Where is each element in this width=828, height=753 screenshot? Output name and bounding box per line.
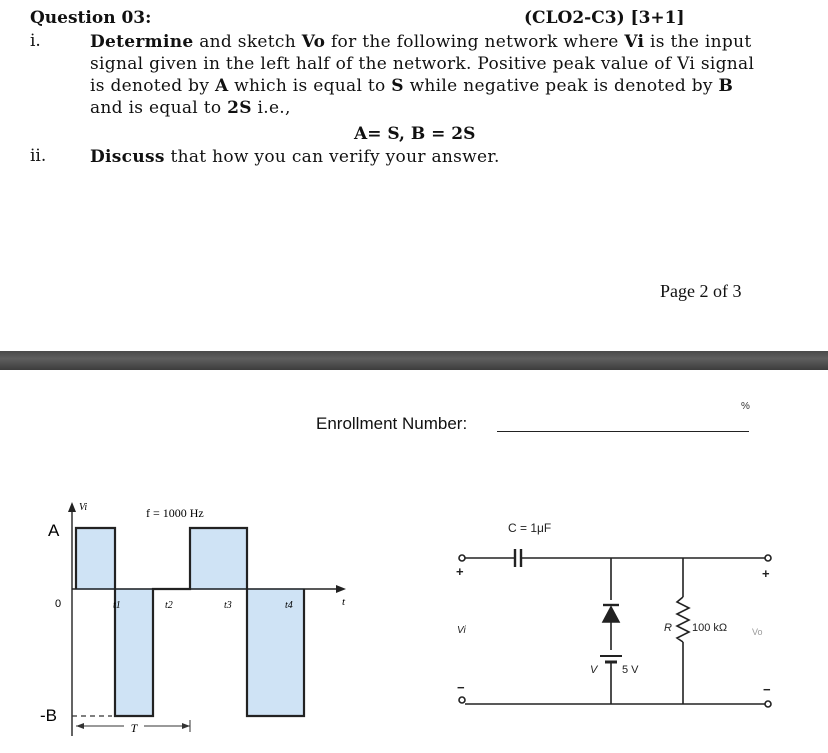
t-axis-label: t xyxy=(342,596,346,608)
x-axis-arrow xyxy=(336,585,346,593)
pulse-high-2 xyxy=(190,528,247,589)
y-axis-arrow xyxy=(68,502,76,512)
input-plus: + xyxy=(456,564,464,579)
t2-label: t2 xyxy=(165,600,173,611)
resistor-symbol xyxy=(677,597,689,642)
question-title: Question 03: xyxy=(30,8,152,28)
page-number: Page 2 of 3 xyxy=(660,281,742,301)
part-i-number: i. xyxy=(30,31,41,51)
output-plus: + xyxy=(762,566,770,581)
input-terminal-top xyxy=(459,555,465,561)
formula: A= S, B = 2S xyxy=(354,124,476,144)
period-label: T xyxy=(130,721,138,735)
pulse-high-1 xyxy=(76,528,115,589)
battery-label: 5 V xyxy=(622,664,639,676)
corner-mark: % xyxy=(741,401,750,412)
vo-label: Vo xyxy=(752,627,763,637)
part-i-text: Determine and sketch Vo for the following network where Vi is the input signal given in the left half of the network. Positive peak value of Vi signal is denoted by A which is equal to S while negative peak is denoted by B and is equal to 2S i.e., xyxy=(90,32,755,118)
capacitor-label: C = 1μF xyxy=(508,521,552,535)
t1-label: t1 xyxy=(113,600,121,611)
y-axis-label: Vi xyxy=(79,502,88,513)
enrollment-input-line[interactable] xyxy=(497,431,749,432)
t3-label: t3 xyxy=(224,600,232,611)
input-minus: − xyxy=(457,680,465,695)
resistor-label: 100 kΩ xyxy=(692,622,728,634)
circuit-diagram xyxy=(0,490,828,753)
t4-label: t4 xyxy=(285,600,293,611)
enrollment-label: Enrollment Number: xyxy=(316,414,468,433)
part-ii-text: Discuss that how you can verify your answer. xyxy=(90,147,500,167)
vi-label: Vi xyxy=(457,625,466,636)
input-terminal-bottom xyxy=(459,697,465,703)
page-divider xyxy=(0,351,828,370)
output-terminal-top xyxy=(765,555,771,561)
diode-symbol xyxy=(603,607,619,622)
clo-marks: (CLO2-C3) [3+1] xyxy=(524,8,685,28)
output-minus: − xyxy=(763,682,771,697)
frequency-label: f = 1000 Hz xyxy=(146,506,204,520)
battery-v-label: V xyxy=(590,664,598,676)
part-ii-number: ii. xyxy=(30,146,47,166)
output-terminal-bottom xyxy=(765,701,771,707)
pulse-low-2 xyxy=(247,589,304,716)
peak-b-label: -B xyxy=(40,706,57,725)
peak-a-label: A xyxy=(48,521,60,540)
zero-label: 0 xyxy=(55,598,62,610)
resistor-r-label: R xyxy=(664,622,672,634)
input-waveform xyxy=(40,502,346,736)
